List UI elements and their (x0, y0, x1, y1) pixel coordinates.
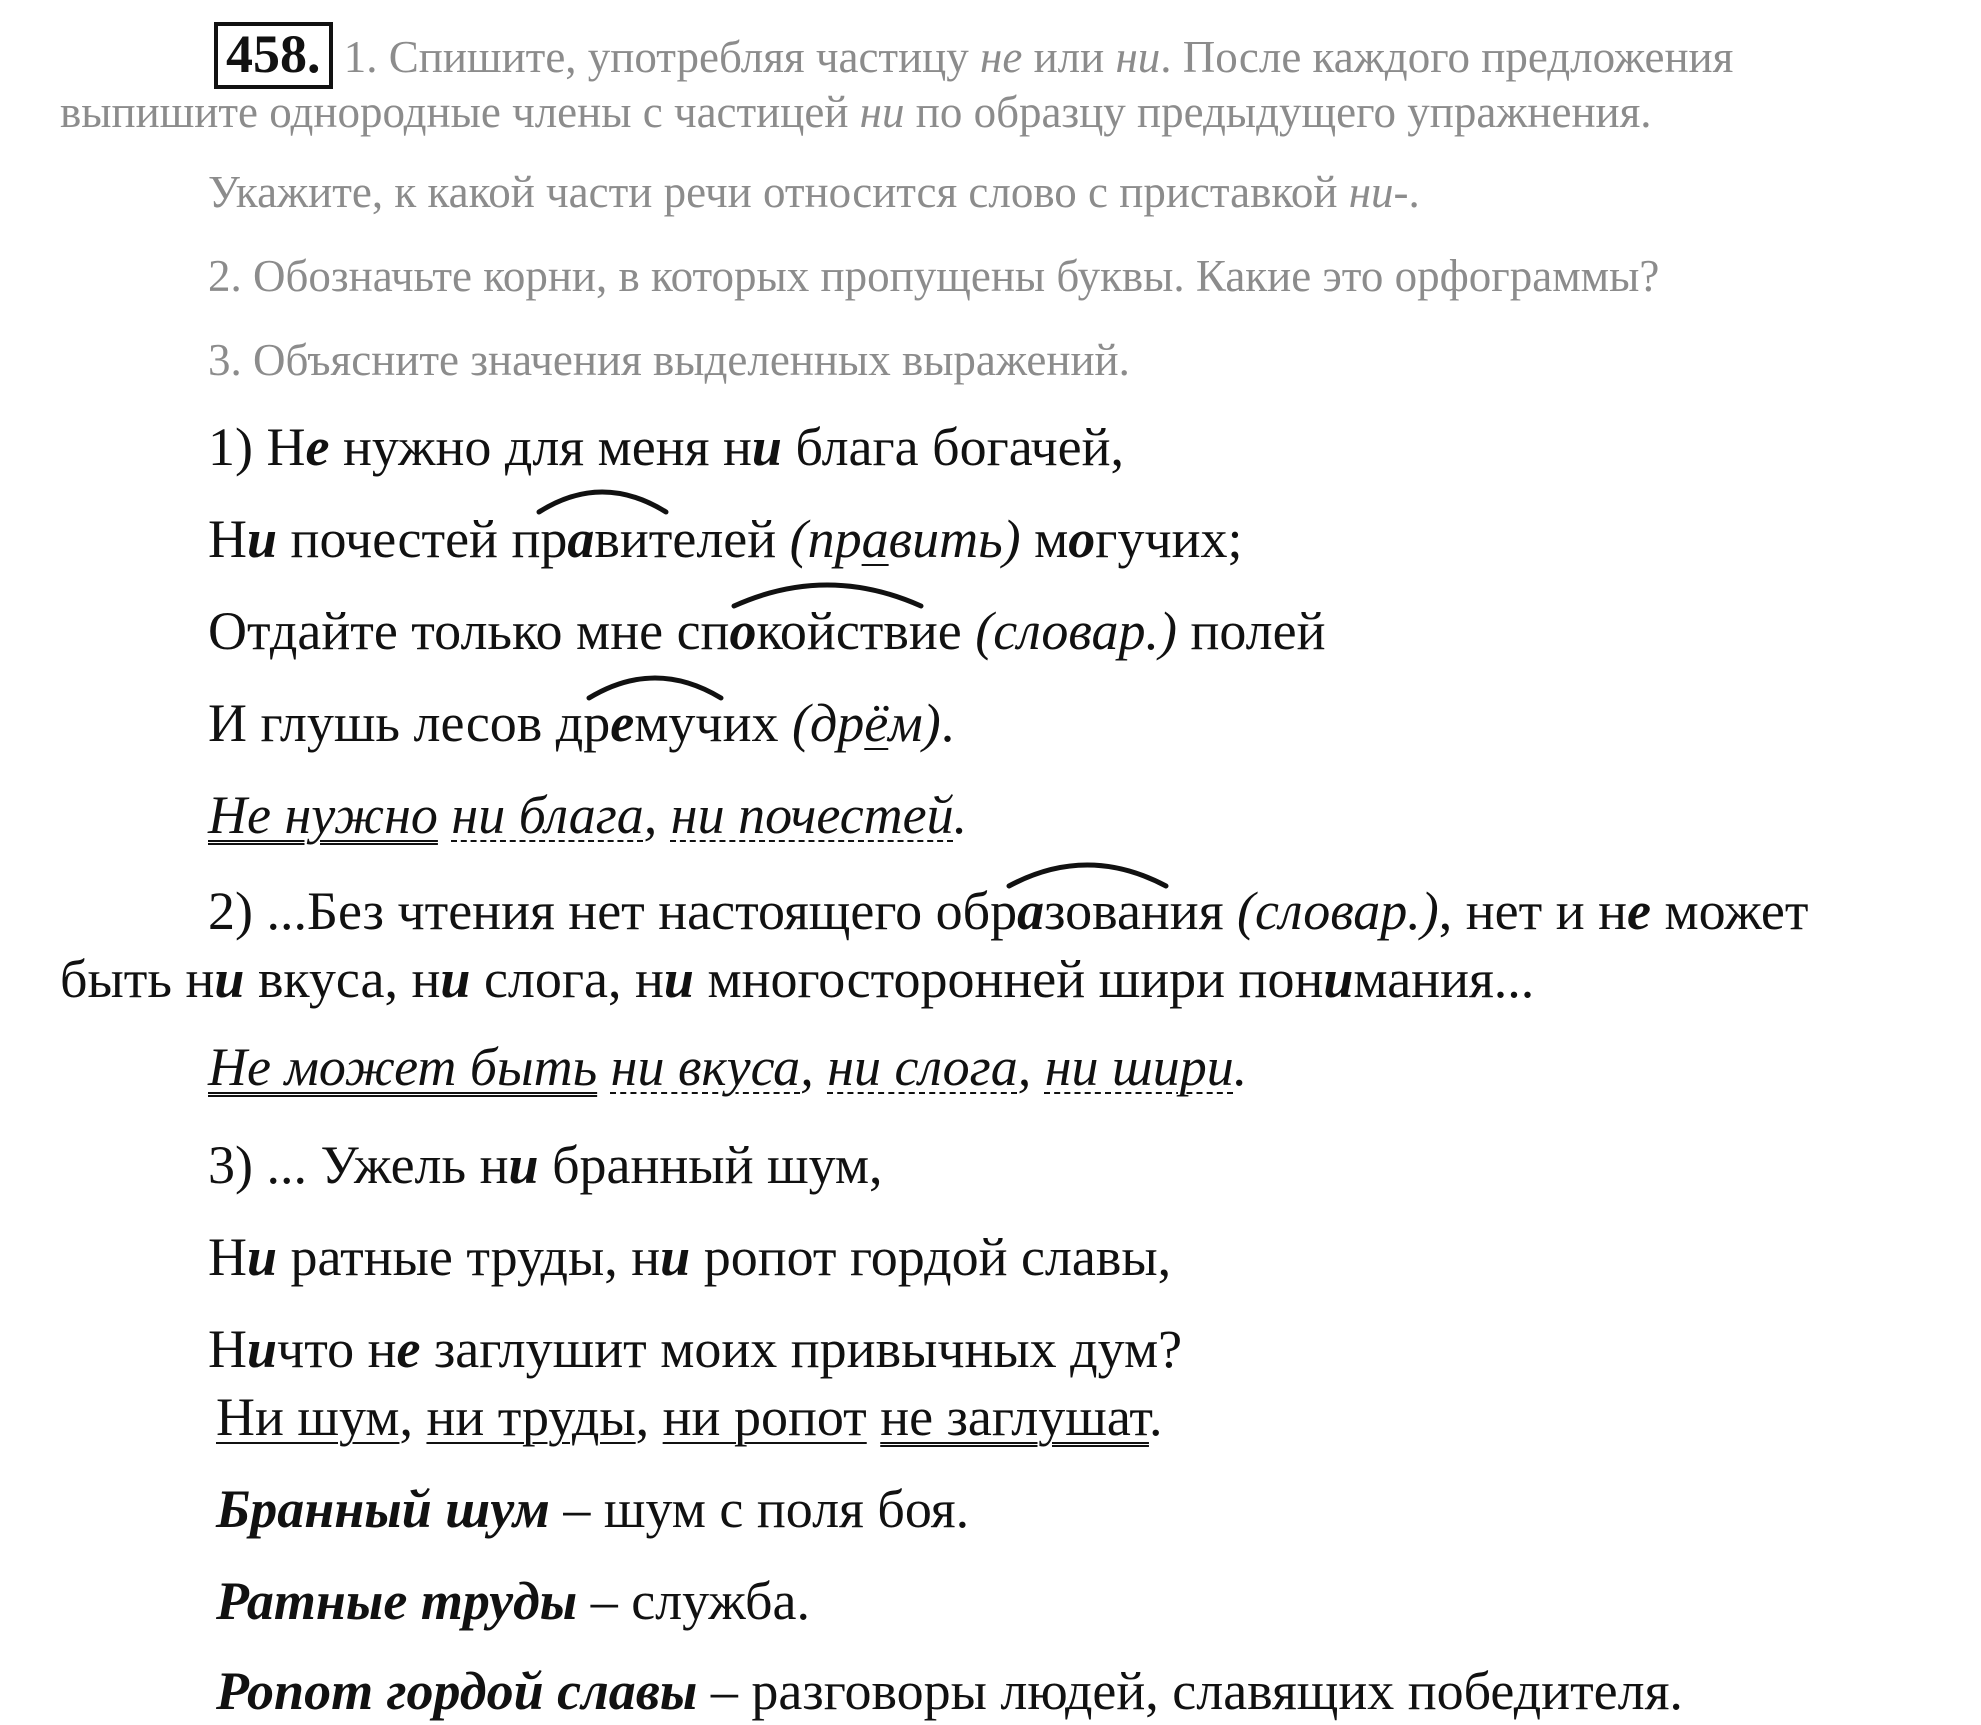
root-arc (535, 478, 670, 518)
definition-item (216, 1661, 1683, 1721)
task-text: или (1022, 32, 1116, 82)
definition-item (216, 1571, 810, 1631)
sentence-1-line-4: И глушь лесов дремучих (дрём). (208, 693, 955, 753)
task-text: . После каждого предложения (1160, 32, 1734, 82)
task-line-3 (208, 167, 1420, 217)
task-particle-ne: не (980, 32, 1023, 82)
task-particle-ni: ни (859, 87, 905, 137)
inserted-letter: е (1627, 881, 1651, 941)
definition-text: – разговоры людей, славящих победителя. (697, 1661, 1683, 1721)
inserted-letter: и (247, 1319, 278, 1379)
task-text: по образцу предыдущего упражнения. (904, 87, 1652, 137)
homogeneous-member: ни шири (1044, 1037, 1234, 1097)
task-line-2 (60, 87, 1652, 137)
exercise-number: 458. (214, 22, 333, 89)
task-prefix-ni: ни- (1348, 167, 1409, 217)
task-line-5: 3. Объясните значения выделенных выражений. (208, 335, 1130, 385)
check-word: (дрём) (791, 693, 941, 753)
dictionary-note: (словар.) (1237, 881, 1439, 941)
check-word: (править) (789, 509, 1021, 569)
task-particle-ni: ни (1115, 32, 1161, 82)
sentence-3-line-2: Ни ратные труды, ни ропот гордой славы, (208, 1227, 1172, 1287)
inserted-letter: и (660, 1227, 691, 1287)
definition-text: – служба. (577, 1571, 810, 1631)
inserted-letter: и (663, 949, 694, 1009)
inserted-letter: е (305, 417, 330, 477)
task-text: 1. Спишите, употребляя частицу (343, 32, 981, 82)
subject-member: ни труды (426, 1387, 636, 1447)
definition-term: Ратные труды (216, 1571, 578, 1631)
sentence-3-line-3: Ничто не заглушит моих привычных дум? (208, 1319, 1183, 1379)
sentence-1-answer: Не нужно ни блага, ни почестей. (208, 785, 968, 845)
inserted-letter: и (247, 509, 278, 569)
task-line-1 (214, 22, 1733, 89)
inserted-letter: а (567, 509, 595, 569)
inserted-letter: и (214, 949, 245, 1009)
sentence-2-line-2: быть ни вкуса, ни слога, ни многосторонней шири понимания... (60, 949, 1535, 1009)
task-text: . (1408, 167, 1420, 217)
homogeneous-member: ни вкуса (610, 1037, 801, 1097)
homogeneous-member: ни блага (451, 785, 644, 845)
root-arc (1005, 850, 1170, 892)
sentence-1-line-2: Ни почестей правителей (править) могучих; (208, 509, 1243, 569)
inserted-letter: и (508, 1135, 539, 1195)
sentence-1-line-3: Отдайте только мне спокойствие (словар.) полей (208, 601, 1326, 661)
definition-term: Бранный шум (216, 1479, 550, 1539)
task-text: Укажите, к какой части речи относится слово с приставкой (208, 167, 1349, 217)
definition-text: – шум с поля боя. (549, 1479, 970, 1539)
predicate: не заглушат (880, 1387, 1149, 1447)
homogeneous-member: ни почестей (670, 785, 954, 845)
predicate: Не может быть (208, 1037, 598, 1097)
sentence-1-line-1: 1) Не нужно для меня ни блага богачей, (208, 417, 1125, 477)
inserted-letter: о (1068, 509, 1096, 569)
inserted-letter: а (1017, 881, 1045, 941)
sentence-3-answer: Ни шум, ни труды, ни ропот не заглушат. (216, 1387, 1163, 1447)
dictionary-note: (словар.) (975, 601, 1177, 661)
definition-term: Ропот гордой славы (216, 1661, 698, 1721)
task-text: выпишите однородные члены с частицей (60, 87, 860, 137)
inserted-letter: и (1323, 949, 1354, 1009)
inserted-letter: о (729, 601, 757, 661)
inserted-letter: и (440, 949, 471, 1009)
task-line-4: 2. Обозначьте корни, в которых пропущены буквы. Какие это орфограммы? (208, 251, 1660, 301)
definition-item (216, 1479, 970, 1539)
subject-member: Ни шум (216, 1387, 400, 1447)
sentence-2-answer: Не может быть ни вкуса, ни слога, ни шири. (208, 1037, 1248, 1097)
inserted-letter: е (396, 1319, 421, 1379)
sentence-3-line-1: 3) ... Ужель ни бранный шум, (208, 1135, 883, 1195)
inserted-letter: и (751, 417, 782, 477)
sentence-2-line-1: 2) ...Без чтения нет настоящего образования (словар.), нет и не может (208, 881, 1809, 941)
root-arc (585, 664, 725, 704)
inserted-letter: и (247, 1227, 278, 1287)
subject-member: ни ропот (662, 1387, 867, 1447)
predicate: Не нужно (208, 785, 438, 845)
homogeneous-member: ни слога (827, 1037, 1018, 1097)
inserted-letter: е (610, 693, 635, 753)
root-arc (730, 570, 925, 612)
